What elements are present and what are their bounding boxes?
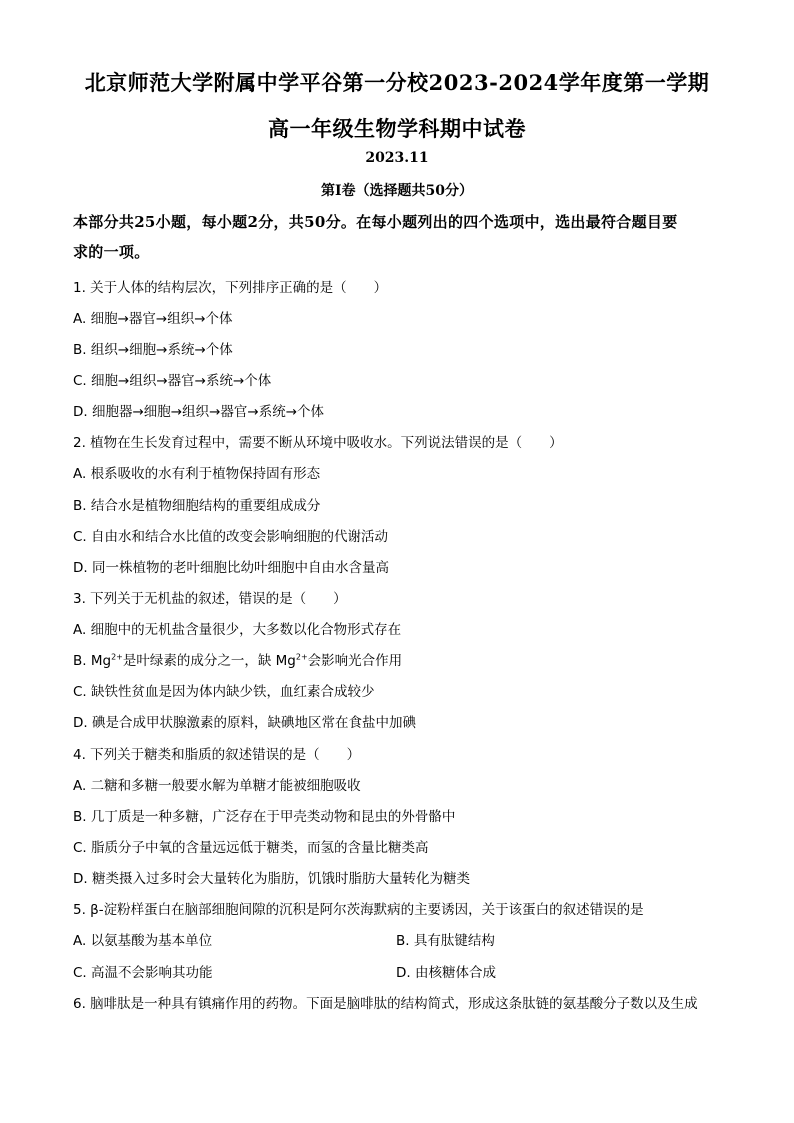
question-5-stem: 5. β-淀粉样蛋白在脑部细胞间隙的沉积是阿尔茨海默病的主要诱因，关于该蛋白的叙述错误的是	[73, 902, 644, 918]
question-3-stem: 3. 下列关于无机盐的叙述，错误的是（ ）	[73, 591, 347, 607]
question-5-option-d: D. 由核糖体合成	[396, 965, 496, 981]
question-1-option-d: D. 细胞器→细胞→组织→器官→系统→个体	[73, 404, 325, 420]
question-5-option-b: B. 具有肽键结构	[396, 933, 495, 949]
option-b-text-part3: 会影响光合作用	[307, 653, 403, 669]
instructions-line1: 本部分共25小题，每小题2分，共50分。在每小题列出的四个选项中，选出最符合题目要	[73, 213, 678, 231]
question-4-option-b: B. 几丁质是一种多糖，广泛存在于甲壳类动物和昆虫的外骨骼中	[73, 809, 456, 825]
exam-date: 2023.11	[365, 150, 429, 166]
question-2-option-d: D. 同一株植物的老叶细胞比幼叶细胞中自由水含量高	[73, 560, 389, 576]
question-5-option-c: C. 高温不会影响其功能	[73, 965, 213, 981]
question-3-option-d: D. 碘是合成甲状腺激素的原料，缺碘地区常在食盐中加碘	[73, 715, 416, 731]
instructions-line2: 求的一项。	[73, 243, 150, 261]
question-4-option-a: A. 二糖和多糖一般要水解为单糖才能被细胞吸收	[73, 778, 361, 794]
question-2-option-a: A. 根系吸收的水有利于植物保持固有形态	[73, 466, 321, 482]
question-1-stem: 1. 关于人体的结构层次，下列排序正确的是（ ）	[73, 280, 388, 296]
question-4-option-c: C. 脂质分子中氧的含量远远低于糖类，而氢的含量比糖类高	[73, 840, 429, 856]
section-title: 第I卷（选择题共50分）	[320, 183, 474, 199]
question-1-option-b: B. 组织→细胞→系统→个体	[73, 342, 233, 358]
question-6-stem: 6. 脑啡肽是一种具有镇痛作用的药物。下面是脑啡肽的结构简式，形成这条肽链的氨基酸分子数以及生成	[73, 996, 698, 1012]
question-3-option-a: A. 细胞中的无机盐含量很少，大多数以化合物形式存在	[73, 622, 402, 638]
question-2-option-b: B. 结合水是植物细胞结构的重要组成成分	[73, 498, 321, 514]
superscript-charge: 2+	[295, 652, 308, 662]
page-title-line2: 高一年级生物学科期中试卷	[268, 116, 526, 141]
question-4-option-d: D. 糖类摄入过多时会大量转化为脂肪，饥饿时脂肪大量转化为糖类	[73, 871, 470, 887]
page-title-line1: 北京师范大学附属中学平谷第一分校2023-2024学年度第一学期	[84, 70, 710, 95]
question-4-stem: 4. 下列关于糖类和脂质的叙述错误的是（ ）	[73, 747, 361, 763]
question-2-option-c: C. 自由水和结合水比值的改变会影响细胞的代谢活动	[73, 529, 389, 545]
question-5-option-a: A. 以氨基酸为基本单位	[73, 933, 213, 949]
superscript-charge: 2+	[111, 652, 123, 662]
question-2-stem: 2. 植物在生长发育过程中，需要不断从环境中吸收水。下列说法错误的是（ ）	[73, 435, 563, 451]
question-1-option-a: A. 细胞→器官→组织→个体	[73, 311, 233, 327]
question-3-option-b	[73, 649, 402, 669]
question-1-option-c: C. 细胞→组织→器官→系统→个体	[73, 373, 272, 389]
question-3-option-c: C. 缺铁性贫血是因为体内缺少铁，血红素合成较少	[73, 684, 375, 700]
option-b-text-part2: 是叶绿素的成分之一，缺 Mg	[122, 653, 296, 669]
option-b-text-part1: B. Mg	[73, 653, 112, 669]
